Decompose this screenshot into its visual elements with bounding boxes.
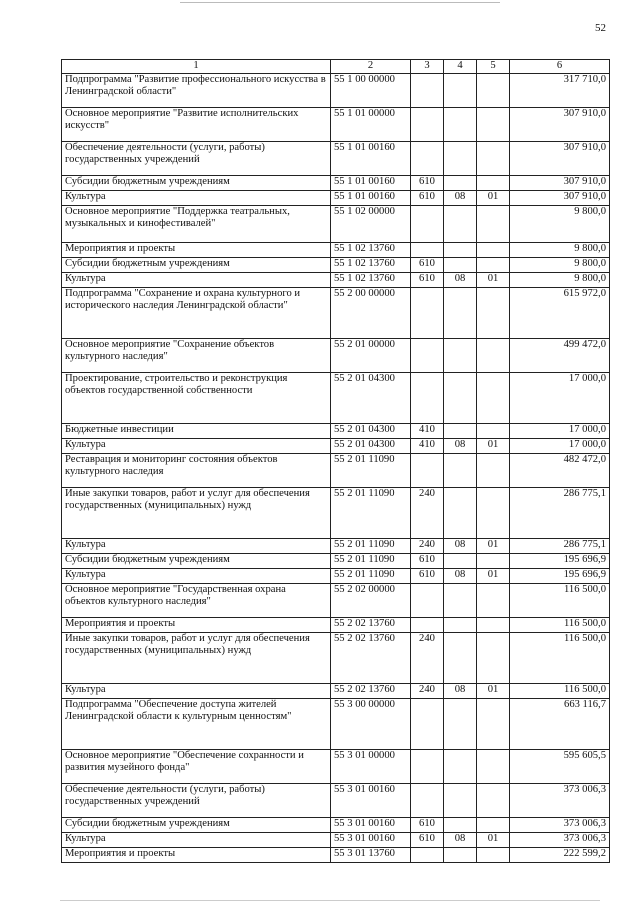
section-cell: 08 [444, 272, 477, 287]
subsection-cell [477, 338, 510, 372]
table-row [62, 783, 610, 817]
subsection-cell [477, 817, 510, 832]
table-row [62, 749, 610, 783]
subsection-cell [477, 141, 510, 175]
amount-cell: 195 696,9 [510, 553, 610, 568]
budget-code-cell: 55 2 01 04300 [331, 423, 411, 438]
amount-cell: 222 599,2 [510, 847, 610, 862]
subsection-cell: 01 [477, 832, 510, 847]
amount-cell: 9 800,0 [510, 272, 610, 287]
section-cell [444, 372, 477, 423]
header-cell: 3 [411, 60, 444, 74]
budget-code-cell: 55 1 01 00160 [331, 175, 411, 190]
expense-type-cell [411, 73, 444, 107]
subsection-cell [477, 287, 510, 338]
table-row [62, 698, 610, 749]
row-name-cell: Основное мероприятие "Государственная охрана объектов культурного наследия" [62, 583, 331, 617]
budget-code-cell: 55 1 01 00000 [331, 107, 411, 141]
table-row [62, 175, 610, 190]
row-name-cell: Субсидии бюджетным учреждениям [62, 175, 331, 190]
section-cell [444, 205, 477, 242]
table-row [62, 832, 610, 847]
expense-type-cell [411, 242, 444, 257]
budget-code-cell: 55 2 01 11090 [331, 487, 411, 538]
subsection-cell [477, 175, 510, 190]
subsection-cell [477, 847, 510, 862]
row-name-cell: Проектирование, строительство и реконструкция объектов государственной собственности [62, 372, 331, 423]
scan-edge-line [180, 2, 500, 3]
budget-code-cell: 55 2 02 13760 [331, 632, 411, 683]
expense-type-cell [411, 107, 444, 141]
header-cell: 1 [62, 60, 331, 74]
budget-code-cell: 55 2 01 04300 [331, 438, 411, 453]
budget-code-cell: 55 2 01 11090 [331, 553, 411, 568]
section-cell: 08 [444, 568, 477, 583]
row-name-cell: Культура [62, 832, 331, 847]
subsection-cell [477, 583, 510, 617]
section-cell [444, 338, 477, 372]
expense-type-cell: 610 [411, 568, 444, 583]
amount-cell: 307 910,0 [510, 107, 610, 141]
table-row [62, 423, 610, 438]
expense-type-cell: 410 [411, 423, 444, 438]
expense-type-cell: 610 [411, 257, 444, 272]
expense-type-cell [411, 583, 444, 617]
amount-cell: 9 800,0 [510, 205, 610, 242]
row-name-cell: Культура [62, 272, 331, 287]
row-name-cell: Мероприятия и проекты [62, 617, 331, 632]
table-row [62, 538, 610, 553]
row-name-cell: Иные закупки товаров, работ и услуг для обеспечения государственных (муниципальных) нужд [62, 632, 331, 683]
row-name-cell: Основное мероприятие "Обеспечение сохранности и развития музейного фонда" [62, 749, 331, 783]
row-name-cell: Культура [62, 190, 331, 205]
section-cell [444, 553, 477, 568]
amount-cell: 286 775,1 [510, 487, 610, 538]
budget-code-cell: 55 2 01 04300 [331, 372, 411, 423]
subsection-cell [477, 257, 510, 272]
section-cell [444, 583, 477, 617]
row-name-cell: Подпрограмма "Развитие профессионального искусства в Ленинградской области" [62, 73, 331, 107]
amount-cell: 17 000,0 [510, 438, 610, 453]
section-cell [444, 175, 477, 190]
section-cell [444, 817, 477, 832]
table-row [62, 190, 610, 205]
amount-cell: 9 800,0 [510, 257, 610, 272]
section-cell: 08 [444, 832, 477, 847]
expense-type-cell: 610 [411, 832, 444, 847]
row-name-cell: Мероприятия и проекты [62, 847, 331, 862]
expense-type-cell: 410 [411, 438, 444, 453]
section-cell [444, 487, 477, 538]
expense-type-cell [411, 205, 444, 242]
header-cell: 2 [331, 60, 411, 74]
amount-cell: 116 500,0 [510, 617, 610, 632]
section-cell [444, 73, 477, 107]
row-name-cell: Реставрация и мониторинг состояния объектов культурного наследия [62, 453, 331, 487]
row-name-cell: Культура [62, 538, 331, 553]
amount-cell: 17 000,0 [510, 372, 610, 423]
table-row [62, 272, 610, 287]
table-row [62, 257, 610, 272]
amount-cell: 307 910,0 [510, 141, 610, 175]
amount-cell: 9 800,0 [510, 242, 610, 257]
subsection-cell [477, 372, 510, 423]
section-cell [444, 423, 477, 438]
subsection-cell [477, 617, 510, 632]
table-row [62, 73, 610, 107]
row-name-cell: Подпрограмма "Сохранение и охрана культурного и исторического наследия Ленинградской области" [62, 287, 331, 338]
table-row [62, 372, 610, 423]
amount-cell: 286 775,1 [510, 538, 610, 553]
page-number: 52 [595, 22, 606, 34]
table-row [62, 683, 610, 698]
amount-cell: 317 710,0 [510, 73, 610, 107]
expense-type-cell: 610 [411, 175, 444, 190]
amount-cell: 373 006,3 [510, 832, 610, 847]
subsection-cell [477, 453, 510, 487]
section-cell [444, 141, 477, 175]
header-cell: 4 [444, 60, 477, 74]
section-cell [444, 698, 477, 749]
budget-code-cell: 55 1 02 13760 [331, 242, 411, 257]
budget-code-cell: 55 2 02 13760 [331, 683, 411, 698]
table-row [62, 287, 610, 338]
expense-type-cell: 610 [411, 553, 444, 568]
expense-type-cell: 610 [411, 190, 444, 205]
expense-type-cell [411, 617, 444, 632]
subsection-cell [477, 205, 510, 242]
subsection-cell [477, 107, 510, 141]
budget-code-cell: 55 3 01 00160 [331, 817, 411, 832]
row-name-cell: Субсидии бюджетным учреждениям [62, 817, 331, 832]
subsection-cell [477, 423, 510, 438]
subsection-cell: 01 [477, 683, 510, 698]
table-row [62, 438, 610, 453]
section-cell [444, 257, 477, 272]
amount-cell: 17 000,0 [510, 423, 610, 438]
table-row [62, 847, 610, 862]
budget-code-cell: 55 1 01 00160 [331, 190, 411, 205]
budget-code-cell: 55 3 01 00160 [331, 783, 411, 817]
section-cell [444, 453, 477, 487]
section-cell: 08 [444, 438, 477, 453]
section-cell [444, 617, 477, 632]
expense-type-cell [411, 847, 444, 862]
subsection-cell: 01 [477, 568, 510, 583]
header-row [62, 60, 610, 74]
amount-cell: 595 605,5 [510, 749, 610, 783]
expense-type-cell [411, 372, 444, 423]
table-row [62, 583, 610, 617]
table-row [62, 338, 610, 372]
budget-code-cell: 55 1 02 13760 [331, 257, 411, 272]
section-cell: 08 [444, 538, 477, 553]
subsection-cell [477, 242, 510, 257]
budget-table [61, 59, 610, 863]
expense-type-cell [411, 783, 444, 817]
subsection-cell: 01 [477, 272, 510, 287]
budget-code-cell: 55 1 00 00000 [331, 73, 411, 107]
row-name-cell: Основное мероприятие "Развитие исполнительских искусств" [62, 107, 331, 141]
section-cell: 08 [444, 190, 477, 205]
expense-type-cell: 610 [411, 272, 444, 287]
section-cell [444, 632, 477, 683]
budget-code-cell: 55 2 00 00000 [331, 287, 411, 338]
row-name-cell: Иные закупки товаров, работ и услуг для обеспечения государственных (муниципальных) нужд [62, 487, 331, 538]
row-name-cell: Культура [62, 683, 331, 698]
expense-type-cell [411, 338, 444, 372]
amount-cell: 373 006,3 [510, 783, 610, 817]
amount-cell: 116 500,0 [510, 583, 610, 617]
expense-type-cell: 240 [411, 683, 444, 698]
row-name-cell: Бюджетные инвестиции [62, 423, 331, 438]
budget-code-cell: 55 3 01 13760 [331, 847, 411, 862]
subsection-cell: 01 [477, 538, 510, 553]
expense-type-cell [411, 698, 444, 749]
budget-code-cell: 55 3 00 00000 [331, 698, 411, 749]
scan-edge-line [60, 900, 600, 901]
table-row [62, 553, 610, 568]
table-row [62, 141, 610, 175]
subsection-cell [477, 73, 510, 107]
amount-cell: 116 500,0 [510, 683, 610, 698]
row-name-cell: Субсидии бюджетным учреждениям [62, 257, 331, 272]
amount-cell: 307 910,0 [510, 175, 610, 190]
section-cell: 08 [444, 683, 477, 698]
budget-code-cell: 55 3 01 00000 [331, 749, 411, 783]
budget-code-cell: 55 1 02 00000 [331, 205, 411, 242]
table-row [62, 205, 610, 242]
header-cell: 5 [477, 60, 510, 74]
amount-cell: 499 472,0 [510, 338, 610, 372]
expense-type-cell [411, 453, 444, 487]
budget-code-cell: 55 2 02 13760 [331, 617, 411, 632]
budget-code-cell: 55 2 01 11090 [331, 538, 411, 553]
subsection-cell: 01 [477, 438, 510, 453]
budget-code-cell: 55 1 01 00160 [331, 141, 411, 175]
amount-cell: 615 972,0 [510, 287, 610, 338]
budget-code-cell: 55 2 01 11090 [331, 453, 411, 487]
row-name-cell: Основное мероприятие "Поддержка театральных, музыкальных и кинофестивалей" [62, 205, 331, 242]
expense-type-cell: 240 [411, 538, 444, 553]
expense-type-cell [411, 749, 444, 783]
expense-type-cell: 240 [411, 632, 444, 683]
row-name-cell: Обеспечение деятельности (услуги, работы) государственных учреждений [62, 141, 331, 175]
table-row [62, 617, 610, 632]
section-cell [444, 749, 477, 783]
row-name-cell: Субсидии бюджетным учреждениям [62, 553, 331, 568]
expense-type-cell: 240 [411, 487, 444, 538]
amount-cell: 195 696,9 [510, 568, 610, 583]
section-cell [444, 107, 477, 141]
row-name-cell: Подпрограмма "Обеспечение доступа жителей Ленинградской области к культурным ценностям" [62, 698, 331, 749]
header-cell: 6 [510, 60, 610, 74]
row-name-cell: Культура [62, 438, 331, 453]
subsection-cell [477, 698, 510, 749]
row-name-cell: Основное мероприятие "Сохранение объектов культурного наследия" [62, 338, 331, 372]
subsection-cell [477, 487, 510, 538]
budget-code-cell: 55 2 01 11090 [331, 568, 411, 583]
subsection-cell: 01 [477, 190, 510, 205]
row-name-cell: Культура [62, 568, 331, 583]
expense-type-cell: 610 [411, 817, 444, 832]
amount-cell: 373 006,3 [510, 817, 610, 832]
budget-code-cell: 55 1 02 13760 [331, 272, 411, 287]
section-cell [444, 847, 477, 862]
budget-code-cell: 55 3 01 00160 [331, 832, 411, 847]
amount-cell: 663 116,7 [510, 698, 610, 749]
table-row [62, 632, 610, 683]
table-row [62, 242, 610, 257]
amount-cell: 482 472,0 [510, 453, 610, 487]
expense-type-cell [411, 287, 444, 338]
row-name-cell: Обеспечение деятельности (услуги, работы) государственных учреждений [62, 783, 331, 817]
table-row [62, 453, 610, 487]
section-cell [444, 783, 477, 817]
table-row [62, 568, 610, 583]
subsection-cell [477, 783, 510, 817]
subsection-cell [477, 632, 510, 683]
table-row [62, 817, 610, 832]
table-row [62, 107, 610, 141]
section-cell [444, 242, 477, 257]
subsection-cell [477, 553, 510, 568]
table-row [62, 487, 610, 538]
budget-code-cell: 55 2 01 00000 [331, 338, 411, 372]
amount-cell: 116 500,0 [510, 632, 610, 683]
budget-code-cell: 55 2 02 00000 [331, 583, 411, 617]
amount-cell: 307 910,0 [510, 190, 610, 205]
subsection-cell [477, 749, 510, 783]
expense-type-cell [411, 141, 444, 175]
row-name-cell: Мероприятия и проекты [62, 242, 331, 257]
section-cell [444, 287, 477, 338]
